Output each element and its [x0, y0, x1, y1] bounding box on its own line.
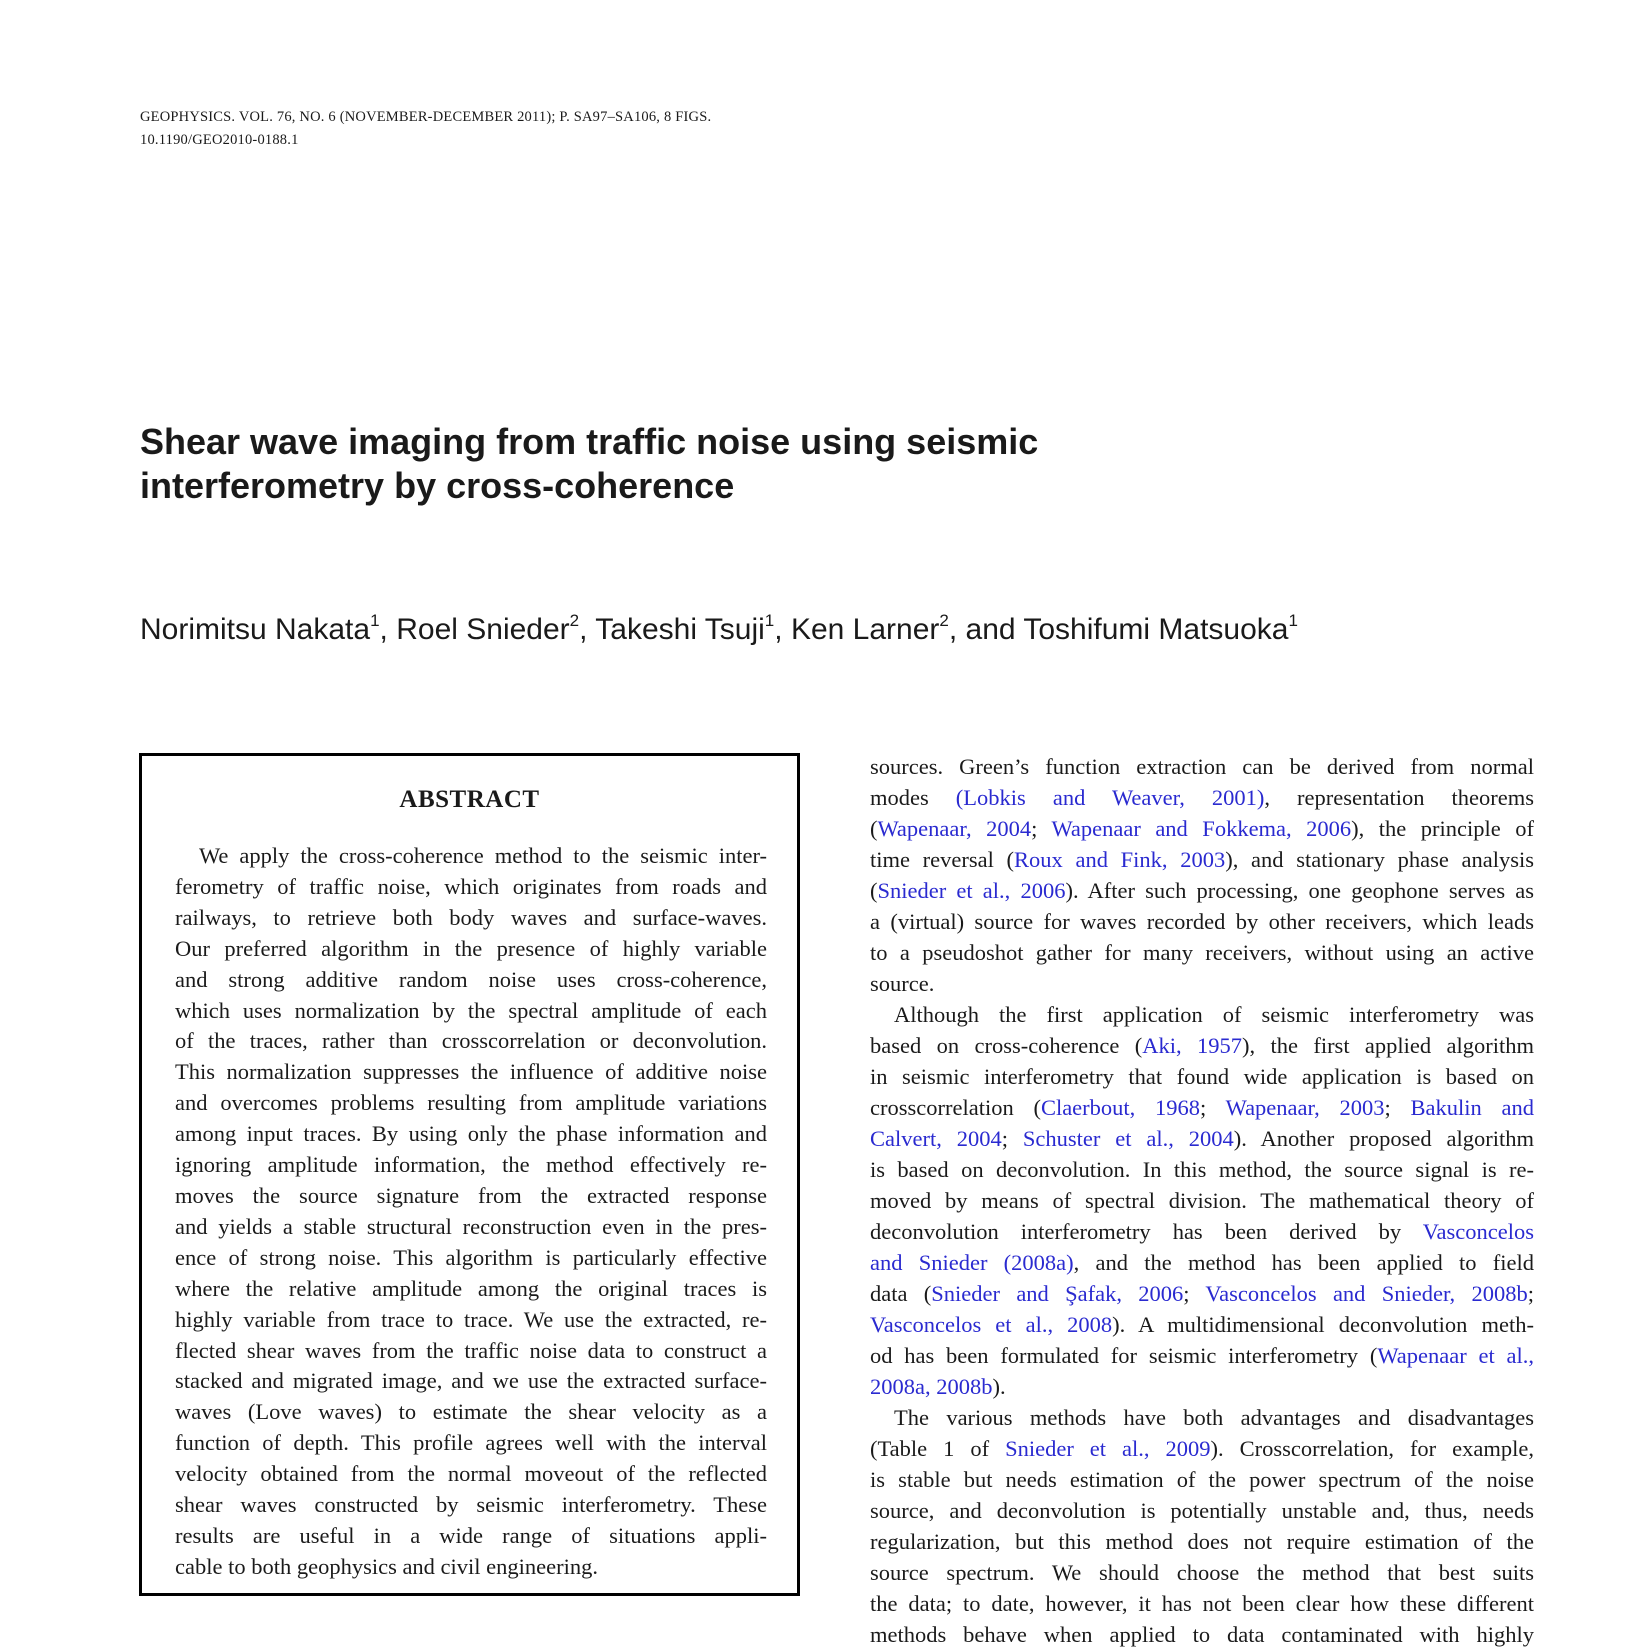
citation-link[interactable]: Wapenaar and Fokkema, 2006	[1051, 816, 1352, 841]
journal-citation: GEOPHYSICS. VOL. 76, NO. 6 (NOVEMBER-DECEMBER 2011); P. SA97–SA106, 8 FIGS.	[140, 109, 712, 125]
body-line	[870, 1185, 1534, 1216]
abstract-line: highly variable from trace to trace. We use the extracted, re-	[175, 1306, 767, 1332]
body-line	[870, 875, 1534, 906]
body-line	[870, 1154, 1534, 1185]
affiliation-mark: 2	[939, 611, 949, 630]
citation-link[interactable]: Schuster et al., 2004	[1022, 1126, 1234, 1151]
abstract-line: velocity obtained from the normal moveout of the reflected	[175, 1461, 767, 1487]
body-text: in seismic interferometry that found wide application is based on	[870, 1064, 1534, 1089]
body-line	[870, 1340, 1534, 1371]
body-line	[870, 1402, 1534, 1433]
abstract-line: which uses normalization by the spectral amplitude of each	[175, 997, 767, 1023]
citation-link[interactable]: Bakulin and	[1410, 1095, 1534, 1120]
body-text: , and the method has been applied to field	[1073, 1250, 1534, 1275]
affiliation-mark: 1	[1288, 611, 1298, 630]
body-line	[870, 1557, 1534, 1588]
body-text: (	[870, 878, 878, 903]
affiliation-mark: 1	[764, 611, 775, 630]
body-line	[870, 1123, 1534, 1154]
body-text: ), and stationary phase analysis	[1225, 847, 1534, 872]
body-text: ;	[1200, 1095, 1226, 1120]
body-line	[870, 1371, 1534, 1402]
body-text: ), the first applied algorithm	[1241, 1033, 1534, 1058]
author: Toshifumi Matsuoka$^1$	[1023, 611, 1298, 646]
body-text: the data; to date, however, it has not been clear how these different	[870, 1591, 1534, 1616]
body-line	[870, 1061, 1534, 1092]
body-text: ;	[1001, 1126, 1023, 1151]
abstract-line: results are useful in a wide range of situations appli-	[175, 1522, 767, 1548]
body-text: is based on deconvolution. In this method, the source signal is re-	[870, 1157, 1534, 1182]
abstract-line: ence of strong noise. This algorithm is particularly effective	[175, 1244, 767, 1270]
author: Ken Larner$^2$	[790, 611, 949, 646]
citation-link[interactable]: Calvert, 2004	[870, 1126, 1002, 1151]
abstract-line: and overcomes problems resulting from amplitude variations	[175, 1090, 767, 1116]
body-text: source.	[870, 971, 935, 996]
body-line	[870, 1495, 1534, 1526]
body-line	[870, 782, 1534, 813]
body-text: , representation theorems	[1264, 785, 1534, 810]
body-line	[870, 1588, 1534, 1619]
body-line	[870, 906, 1534, 937]
paper-title-line-1: Shear wave imaging from traffic noise using seismic	[140, 421, 1039, 462]
body-line	[870, 1526, 1534, 1557]
body-line	[870, 813, 1534, 844]
abstract-line: flected shear waves from the traffic noise data to construct a	[175, 1337, 767, 1363]
body-text: regularization, but this method does not require estimation of the	[870, 1529, 1534, 1554]
body-text: source spectrum. We should choose the method that best suits	[870, 1560, 1534, 1585]
citation-link[interactable]: Wapenaar, 2004	[877, 816, 1032, 841]
citation-link[interactable]: Aki, 1957	[1142, 1033, 1242, 1058]
citation-link[interactable]: Snieder and Şafak, 2006	[931, 1281, 1184, 1306]
body-line	[870, 1433, 1534, 1464]
citation-link[interactable]: Vasconcelos	[1422, 1219, 1534, 1244]
citation-link[interactable]: Roux and Fink, 2003	[1014, 847, 1226, 872]
body-text: ). A multidimensional deconvolution meth-	[1112, 1312, 1534, 1337]
body-text: sources. Green’s function extraction can be derived from normal	[870, 754, 1534, 779]
citation-link[interactable]: Snieder et al., 2009	[1005, 1436, 1211, 1461]
body-line	[870, 1464, 1534, 1495]
abstract-line: where the relative amplitude among the original traces is	[175, 1275, 767, 1301]
abstract-line: railways, to retrieve both body waves and surface-waves.	[175, 904, 767, 930]
body-text: ;	[1527, 1281, 1534, 1306]
doi: 10.1190/GEO2010-0188.1	[140, 132, 299, 148]
author: Norimitsu Nakata$^1$	[140, 611, 380, 646]
body-line	[870, 1309, 1534, 1340]
body-line	[870, 1030, 1534, 1061]
abstract-box	[139, 753, 800, 1596]
author: Takeshi Tsuji$^1$	[595, 611, 775, 646]
body-line	[870, 751, 1534, 782]
body-text: (	[870, 816, 878, 841]
body-text: ). After such processing, one geophone serves as	[1065, 878, 1534, 903]
body-text: ).	[992, 1374, 1006, 1399]
body-text: ). Crosscorrelation, for example,	[1210, 1436, 1534, 1461]
author: Roel Snieder$^2$	[396, 611, 580, 646]
body-text: ). Another proposed algorithm	[1233, 1126, 1534, 1151]
body-line	[870, 999, 1534, 1030]
body-text: ), the principle of	[1351, 816, 1534, 841]
citation-link[interactable]: Vasconcelos and Snieder, 2008b	[1205, 1281, 1528, 1306]
abstract-heading: ABSTRACT	[399, 786, 540, 813]
body-text: deconvolution interferometry has been derived by	[870, 1219, 1423, 1244]
citation-link[interactable]: Vasconcelos et al., 2008	[870, 1312, 1113, 1337]
body-line	[870, 1278, 1534, 1309]
abstract-line: We apply the cross-coherence method to the seismic inter-	[199, 843, 767, 868]
citation-link[interactable]: (Lobkis and Weaver, 2001)	[955, 785, 1265, 810]
citation-link[interactable]: and Snieder (2008a)	[870, 1250, 1074, 1275]
body-text: ;	[1384, 1095, 1411, 1120]
body-text: a (virtual) source for waves recorded by other receivers, which leads	[870, 909, 1534, 934]
body-text: based on cross-coherence (	[870, 1033, 1143, 1058]
abstract-line: shear waves constructed by seismic interferometry. These	[175, 1492, 767, 1518]
body-text: ;	[1031, 816, 1052, 841]
paper-title	[140, 420, 1340, 508]
abstract-line: cable to both geophysics and civil engineering.	[175, 1553, 599, 1579]
body-text: Although the first application of seismic interferometry was	[894, 1002, 1534, 1027]
abstract-line: moves the source signature from the extracted response	[175, 1182, 767, 1208]
abstract-line: waves (Love waves) to estimate the shear velocity as a	[175, 1399, 767, 1425]
abstract-line: ferometry of traffic noise, which originates from roads and	[175, 873, 767, 899]
body-line	[870, 1619, 1534, 1650]
body-text: modes	[870, 785, 956, 810]
body-text: The various methods have both advantages and disadvantages	[894, 1405, 1534, 1430]
citation-link[interactable]: Wapenaar, 2003	[1225, 1095, 1385, 1120]
abstract-line: Our preferred algorithm in the presence of highly variable	[175, 935, 767, 961]
abstract-line: stacked and migrated image, and we use the extracted surface-	[175, 1368, 767, 1394]
body-line	[870, 968, 1534, 999]
abstract-text	[175, 841, 767, 1583]
body-text: source, and deconvolution is potentially unstable and, thus, needs	[870, 1498, 1534, 1523]
citation-link[interactable]: 2008a, 2008b	[870, 1374, 993, 1399]
body-text: od has been formulated for seismic interferometry (	[870, 1343, 1378, 1368]
body-text: time reversal (	[870, 847, 1015, 872]
citation-link[interactable]: Snieder et al., 2006	[877, 878, 1066, 903]
body-line	[870, 1092, 1534, 1123]
affiliation-mark: 1	[370, 611, 380, 630]
author-list: Norimitsu Nakata$^1$, Roel Snieder$^2$, Takeshi Tsuji$^1$, Ken Larner$^2$, and Toshifumi Matsuoka$^1$	[140, 611, 1298, 646]
abstract-line: of the traces, rather than crosscorrelation or deconvolution.	[175, 1028, 767, 1054]
body-text: methods behave when applied to data contaminated with highly	[870, 1622, 1534, 1647]
body-line	[870, 1247, 1534, 1278]
citation-link[interactable]: Wapenaar et al.,	[1377, 1343, 1534, 1368]
journal-header	[140, 106, 711, 152]
abstract-line: This normalization suppresses the influence of additive noise	[175, 1059, 767, 1085]
affiliation-mark: 2	[569, 611, 580, 630]
abstract-line: and strong additive random noise uses cross-coherence,	[175, 966, 767, 992]
body-column	[870, 751, 1534, 1650]
citation-link[interactable]: Claerbout, 1968	[1040, 1095, 1201, 1120]
body-text: is stable but needs estimation of the power spectrum of the noise	[870, 1467, 1534, 1492]
abstract-line: ignoring amplitude information, the method effectively re-	[175, 1152, 767, 1178]
body-line	[870, 937, 1534, 968]
abstract-line: function of depth. This profile agrees well with the interval	[175, 1430, 767, 1456]
body-text: to a pseudoshot gather for many receivers, without using an active	[870, 940, 1534, 965]
abstract-line: among input traces. By using only the phase information and	[175, 1121, 767, 1147]
body-text: crosscorrelation (	[870, 1095, 1041, 1120]
body-text: moved by means of spectral division. The mathematical theory of	[870, 1188, 1534, 1213]
paper-title-line-2: interferometry by cross-coherence	[140, 465, 735, 506]
body-text: (Table 1 of	[870, 1436, 1006, 1461]
body-text: ;	[1183, 1281, 1206, 1306]
abstract-line: and yields a stable structural reconstruction even in the pres-	[175, 1213, 767, 1239]
body-line	[870, 844, 1534, 875]
body-line	[870, 1216, 1534, 1247]
body-text: data (	[870, 1281, 932, 1306]
